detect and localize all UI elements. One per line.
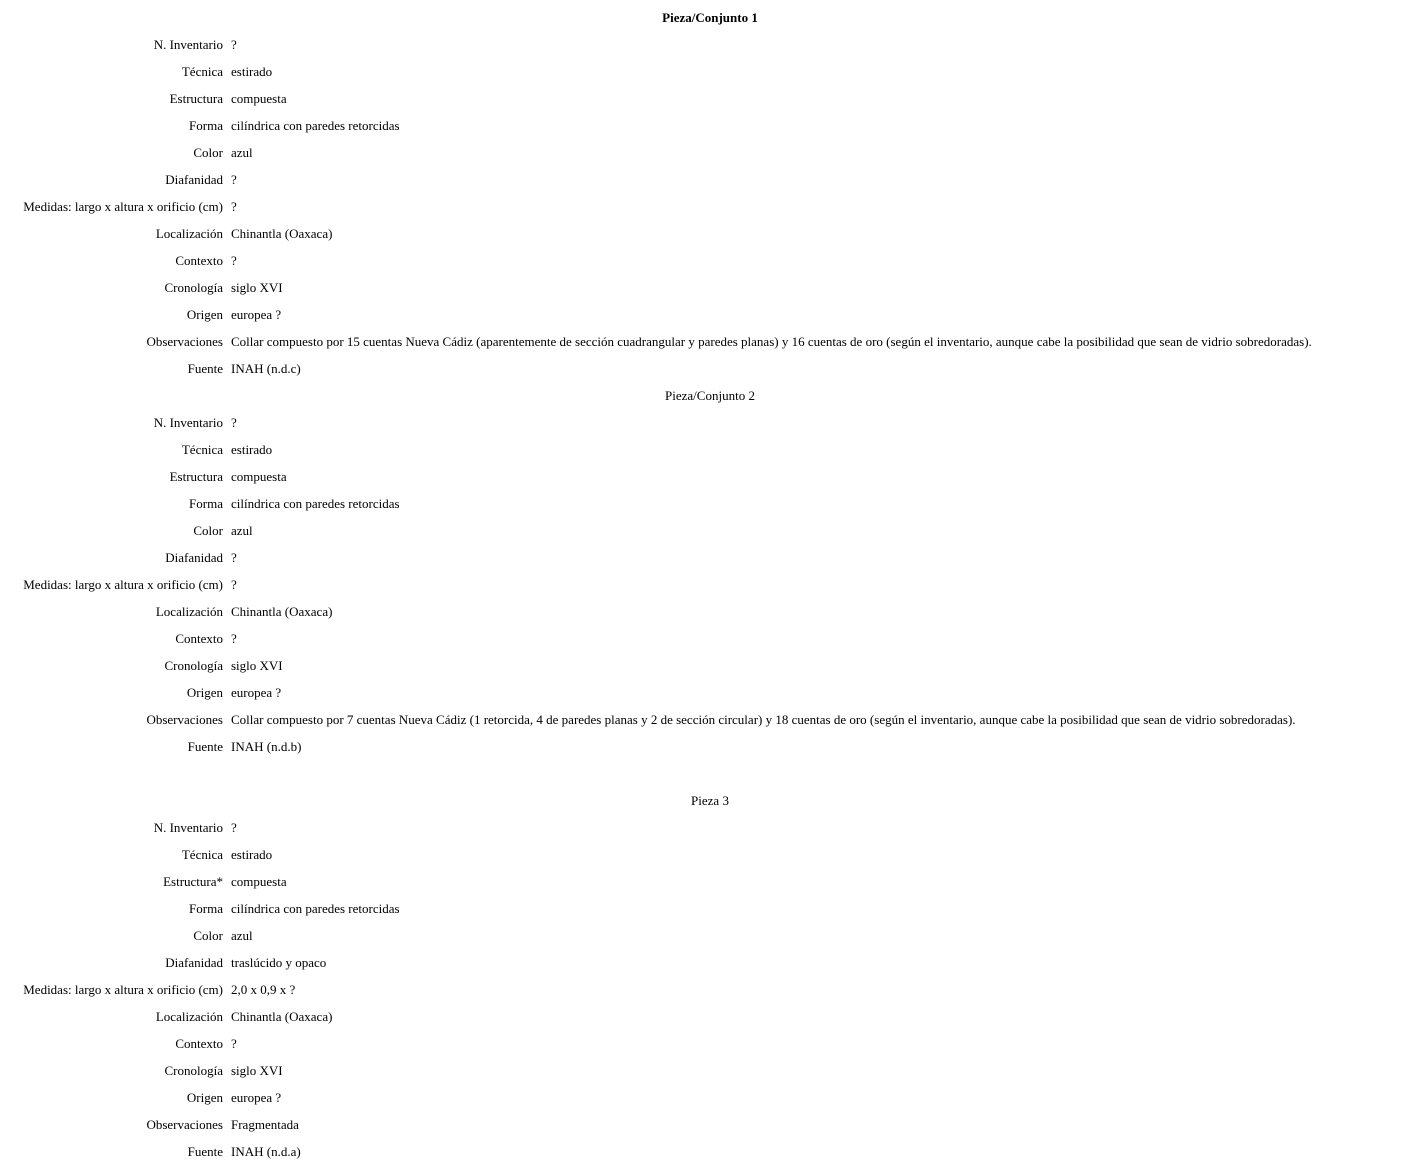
field-row-inventario (0, 409, 1420, 436)
record-3 (0, 787, 1420, 1165)
field-label: Localización (155, 226, 223, 241)
field-value: compuesta (231, 91, 287, 106)
field-label: Observaciones (146, 1117, 223, 1132)
record-1 (0, 4, 1420, 382)
field-label: Diafanidad (165, 172, 223, 187)
field-value: estirado (231, 847, 273, 862)
field-value: compuesta (231, 469, 287, 484)
record-2 (0, 382, 1420, 760)
field-value: ? (231, 550, 237, 565)
field-row-forma (0, 112, 1420, 139)
field-row-medidas (0, 193, 1420, 220)
field-label: Fuente (187, 361, 223, 376)
field-label: Localización (155, 1009, 223, 1024)
field-row-diafanidad (0, 544, 1420, 571)
field-label: Fuente (187, 739, 223, 754)
field-label: N. Inventario (153, 820, 223, 835)
field-label: Técnica (181, 847, 223, 862)
field-label: Origen (186, 685, 223, 700)
field-value: azul (231, 523, 253, 538)
field-row-cronologia (0, 652, 1420, 679)
record-title: Pieza 3 (691, 793, 729, 808)
field-label: Forma (189, 901, 223, 916)
field-label: N. Inventario (153, 415, 223, 430)
field-value: ? (231, 1036, 237, 1051)
field-value: siglo XVI (231, 658, 283, 673)
field-row-fuente (0, 733, 1420, 760)
field-value: cilíndrica con paredes retorcidas (231, 118, 400, 133)
field-value: Collar compuesto por 15 cuentas Nueva Cádiz (aparentemente de sección cuadrangular y paredes planas) y 16 cuentas de oro (según el inventario, aunque cabe la posibilidad que sean de vidrio sobredoradas). (231, 334, 1312, 349)
field-row-origen (0, 679, 1420, 706)
field-row-observaciones (0, 1111, 1420, 1138)
field-label: Color (193, 145, 223, 160)
field-label: Contexto (175, 631, 223, 646)
field-value: azul (231, 145, 253, 160)
field-row-diafanidad (0, 949, 1420, 976)
field-row-fuente (0, 355, 1420, 382)
field-value: ? (231, 37, 237, 52)
field-label: Estructura (169, 469, 223, 484)
field-row-localizacion (0, 1003, 1420, 1030)
field-row-tecnica (0, 436, 1420, 463)
field-value: cilíndrica con paredes retorcidas (231, 496, 400, 511)
field-row-cronologia (0, 274, 1420, 301)
field-row-observaciones (0, 328, 1420, 355)
field-value: cilíndrica con paredes retorcidas (231, 901, 400, 916)
field-value: INAH (n.d.b) (231, 739, 302, 754)
field-value: INAH (n.d.a) (231, 1144, 301, 1159)
record-title: Pieza/Conjunto 1 (662, 10, 758, 25)
field-row-observaciones (0, 706, 1420, 733)
field-row-medidas (0, 976, 1420, 1003)
field-value: ? (231, 199, 237, 214)
field-label: Técnica (181, 64, 223, 79)
field-label: Diafanidad (165, 550, 223, 565)
field-row-color (0, 139, 1420, 166)
field-label: Técnica (181, 442, 223, 457)
field-row-tecnica (0, 58, 1420, 85)
field-value: Chinantla (Oaxaca) (231, 226, 333, 241)
field-value: europea ? (231, 307, 282, 322)
field-label: Cronología (164, 1063, 223, 1078)
field-value: ? (231, 172, 237, 187)
field-label: Observaciones (146, 712, 223, 727)
field-row-localizacion (0, 220, 1420, 247)
field-label: Medidas: largo x altura x orificio (cm) (23, 982, 223, 997)
field-label: Cronología (164, 280, 223, 295)
field-label: Fuente (187, 1144, 223, 1159)
field-label: Estructura* (163, 874, 223, 889)
field-row-fuente (0, 1138, 1420, 1165)
field-value: ? (231, 631, 237, 646)
field-label: Color (193, 523, 223, 538)
field-row-estructura (0, 868, 1420, 895)
field-value: europea ? (231, 1090, 282, 1105)
field-label: Cronología (164, 658, 223, 673)
field-row-origen (0, 1084, 1420, 1111)
field-row-contexto (0, 247, 1420, 274)
field-value: estirado (231, 442, 273, 457)
field-label: Origen (186, 307, 223, 322)
field-row-forma (0, 490, 1420, 517)
field-row-color (0, 922, 1420, 949)
field-value: siglo XVI (231, 280, 283, 295)
field-row-tecnica (0, 841, 1420, 868)
field-value: siglo XVI (231, 1063, 283, 1078)
record-title: Pieza/Conjunto 2 (665, 388, 755, 403)
field-row-contexto (0, 625, 1420, 652)
field-row-estructura (0, 463, 1420, 490)
field-row-contexto (0, 1030, 1420, 1057)
field-label: Estructura (169, 91, 223, 106)
field-label: Forma (189, 496, 223, 511)
field-label: Localización (155, 604, 223, 619)
field-value: traslúcido y opaco (231, 955, 327, 970)
field-value: europea ? (231, 685, 282, 700)
field-row-origen (0, 301, 1420, 328)
field-value: 2,0 x 0,9 x ? (231, 982, 296, 997)
field-row-cronologia (0, 1057, 1420, 1084)
field-label: Color (193, 928, 223, 943)
field-row-forma (0, 895, 1420, 922)
field-label: Contexto (175, 1036, 223, 1051)
field-value: Collar compuesto por 7 cuentas Nueva Cádiz (1 retorcida, 4 de paredes planas y 2 de sección circular) y 18 cuentas de oro (según el inventario, aunque cabe la posibilidad que sean de vidrio sobredoradas). (231, 712, 1296, 727)
field-row-inventario (0, 814, 1420, 841)
field-label: Forma (189, 118, 223, 133)
field-row-localizacion (0, 598, 1420, 625)
field-value: ? (231, 820, 237, 835)
field-row-estructura (0, 85, 1420, 112)
field-value: ? (231, 577, 237, 592)
field-label: Medidas: largo x altura x orificio (cm) (23, 577, 223, 592)
field-row-diafanidad (0, 166, 1420, 193)
field-value: Chinantla (Oaxaca) (231, 604, 333, 619)
field-label: Contexto (175, 253, 223, 268)
field-value: Chinantla (Oaxaca) (231, 1009, 333, 1024)
field-label: Medidas: largo x altura x orificio (cm) (23, 199, 223, 214)
field-row-inventario (0, 31, 1420, 58)
field-value: ? (231, 253, 237, 268)
field-value: INAH (n.d.c) (231, 361, 301, 376)
field-value: azul (231, 928, 253, 943)
field-row-color (0, 517, 1420, 544)
field-label: Diafanidad (165, 955, 223, 970)
field-label: Origen (186, 1090, 223, 1105)
field-value: estirado (231, 64, 273, 79)
field-value: ? (231, 415, 237, 430)
field-label: N. Inventario (153, 37, 223, 52)
field-row-medidas (0, 571, 1420, 598)
field-value: Fragmentada (231, 1117, 299, 1132)
field-value: compuesta (231, 874, 287, 889)
field-label: Observaciones (146, 334, 223, 349)
